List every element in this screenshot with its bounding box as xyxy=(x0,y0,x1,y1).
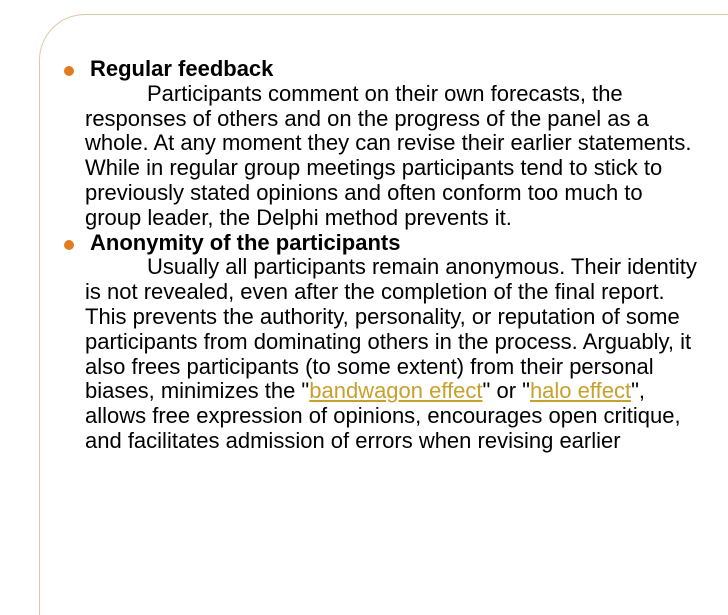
bullet-item-anonymity xyxy=(64,231,704,256)
bullet-dot-icon xyxy=(64,66,74,76)
bullet-body-text: " or " xyxy=(482,378,530,404)
bullet-body xyxy=(59,82,704,231)
bullet-item-regular-feedback xyxy=(64,57,704,82)
halo-effect-link[interactable]: halo effect xyxy=(529,378,632,404)
bullet-body-text: Participants comment on their own forecasts, the responses of others and on the progress of the panel as a whole. At any moment they can revise their earlier statements. While in regular group meetings participants tend to stick to previously stated opinions and often conform too much to group leader, the Delphi method prevents it. xyxy=(85,80,692,230)
bullet-body xyxy=(59,255,704,453)
bullet-dot-icon xyxy=(64,240,74,250)
bandwagon-effect-link[interactable]: bandwagon effect xyxy=(309,378,483,404)
bullet-body-text: Usually all participants remain anonymous. Their identity is not revealed, even after the completion of the final report. This prevents the authority, personality, or reputation of some participants from dominating others in the process. Arguably, it also frees participants (to some extent) from their personal biases, minimizes the " xyxy=(85,254,697,404)
slide-content xyxy=(64,57,704,454)
bullet-heading: Anonymity of the participants xyxy=(90,229,401,255)
bullet-heading: Regular feedback xyxy=(90,56,274,81)
bullet-body-text: ", allows free expression of opinions, encourages open critique, and facilitates admission of errors when revising earlier xyxy=(85,378,681,453)
